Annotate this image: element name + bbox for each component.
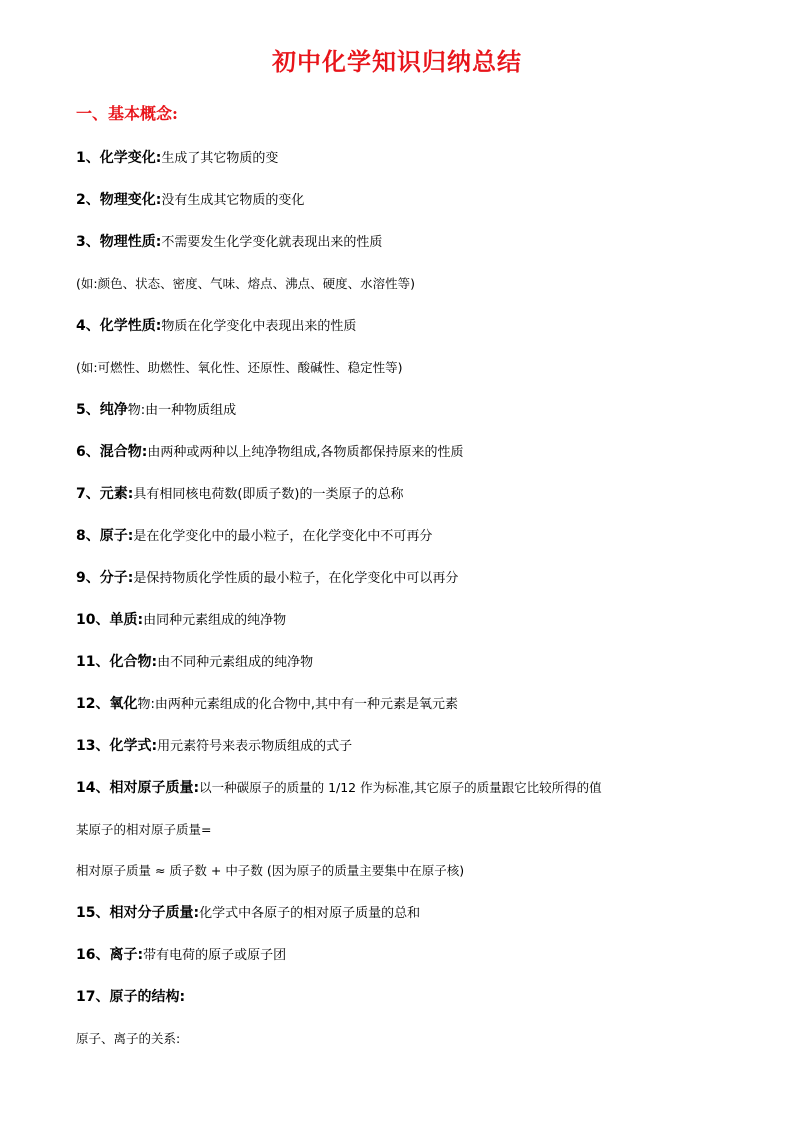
definition: 物质在化学变化中表现出来的性质 [161, 319, 357, 334]
term: 10、单质: [76, 612, 144, 628]
list-note: 原子、离子的关系: [76, 1031, 181, 1046]
definition: 由一种物质组成 [145, 403, 237, 418]
list-item [76, 694, 458, 715]
list-item [76, 903, 420, 924]
term: 17、原子的结构: [76, 989, 186, 1005]
term-suffix: 物: [137, 697, 155, 712]
term: 11、化合物: [76, 654, 158, 670]
term: 13、化学式: [76, 738, 158, 754]
list-item [76, 736, 352, 757]
term: 4、化学性质: [76, 318, 162, 334]
term: 6、混合物: [76, 444, 148, 460]
term: 3、物理性质: [76, 234, 162, 250]
definition: 是保持物质化学性质的最小粒子，在化学变化中可以再分 [133, 571, 459, 586]
definition: 以一种碳原子的质量的 1/12 作为标准,其它原子的质量跟它比较所得的值 [199, 780, 602, 795]
list-item [76, 442, 463, 463]
term: 5、纯净 [76, 402, 128, 418]
list-note: (如:颜色、状态、密度、气味、熔点、沸点、硬度、水溶性等) [76, 276, 415, 291]
list-item [76, 987, 185, 1008]
definition: 不需要发生化学变化就表现出来的性质 [161, 235, 383, 250]
list-item [76, 652, 313, 673]
definition: 由同种元素组成的纯净物 [143, 613, 287, 628]
list-item [76, 568, 458, 589]
list-note: (如:可燃性、助燃性、氧化性、还原性、酸碱性、稳定性等) [76, 360, 403, 375]
definition: 生成了其它物质的变 [161, 151, 279, 166]
term: 14、相对原子质量: [76, 780, 200, 796]
term: 1、化学变化: [76, 150, 162, 166]
term-suffix: 物: [127, 403, 146, 418]
list-item [76, 610, 286, 631]
term: 16、离子: [76, 947, 144, 963]
list-item [76, 232, 382, 253]
term: 12、氧化 [76, 696, 138, 712]
list-item [76, 945, 286, 966]
definition: 化学式中各原子的相对原子质量的总和 [199, 906, 421, 921]
definition: 没有生成其它物质的变化 [161, 193, 305, 208]
page-title: 初中化学知识归纳总结 [272, 47, 522, 76]
term: 7、元素: [76, 486, 134, 502]
section-heading: 一、基本概念: [76, 104, 178, 123]
term: 8、原子: [76, 528, 134, 544]
definition: 用元素符号来表示物质组成的式子 [157, 739, 353, 754]
list-note: 相对原子质量 ≈ 质子数 + 中子数 (因为原子的质量主要集中在原子核) [76, 863, 465, 878]
list-item [76, 190, 304, 211]
definition: 由不同种元素组成的纯净物 [157, 655, 314, 670]
term: 9、分子: [76, 570, 134, 586]
term: 15、相对分子质量: [76, 905, 200, 921]
list-item [76, 778, 602, 798]
definition: 带有电荷的原子或原子团 [143, 948, 287, 963]
list-item [76, 526, 432, 547]
term: 2、物理变化: [76, 192, 162, 208]
definition: 由两种或两种以上纯净物组成,各物质都保持原来的性质 [147, 445, 464, 460]
list-note: 某原子的相对原子质量= [76, 822, 212, 837]
list-item [76, 148, 278, 169]
list-item [76, 316, 356, 337]
definition: 是在化学变化中的最小粒子，在化学变化中不可再分 [133, 529, 433, 544]
list-item [76, 484, 404, 505]
definition: 由两种元素组成的化合物中,其中有一种元素是氧元素 [154, 697, 459, 712]
list-item [76, 400, 236, 421]
definition: 具有相同核电荷数(即质子数)的一类原子的总称 [133, 487, 404, 502]
